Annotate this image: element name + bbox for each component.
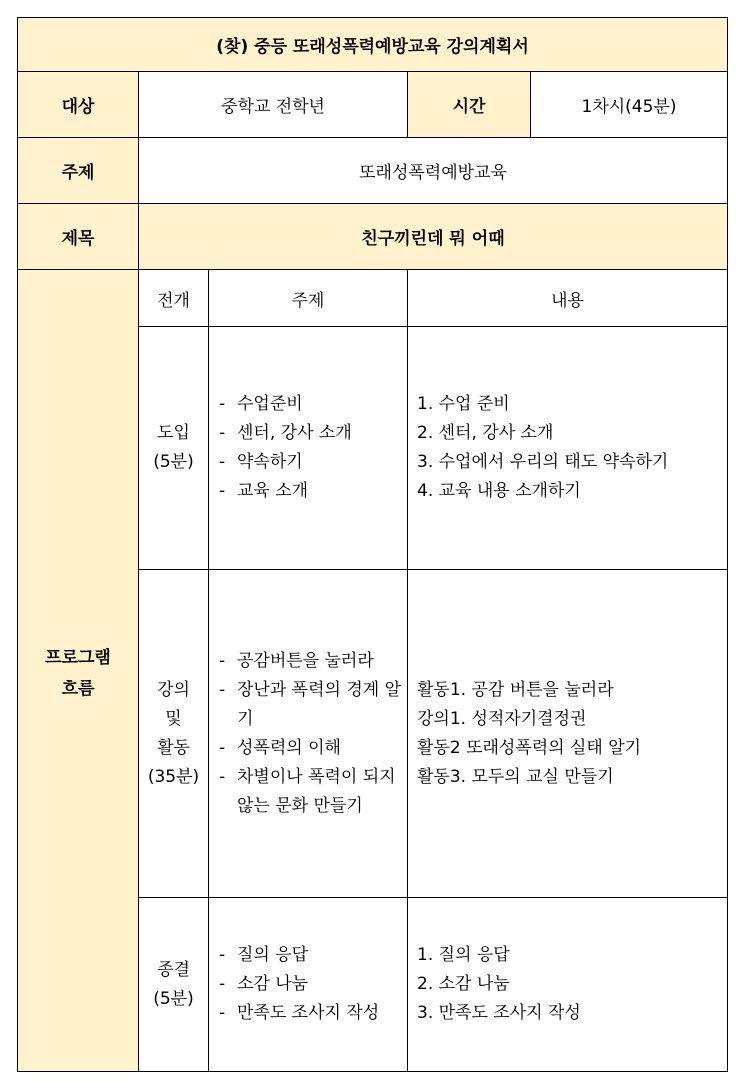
stage-name-line: (35분) xyxy=(147,766,200,787)
topic-item: - 교육 소개 xyxy=(219,477,407,506)
title-row xyxy=(18,18,728,72)
topic-header: 주제 xyxy=(209,270,408,327)
stage-name-line: 도입 xyxy=(157,423,190,443)
content-header: 내용 xyxy=(408,270,728,327)
topic-item: - 차별이나 폭력이 되지 않는 문화 만들기 xyxy=(219,763,407,821)
subject-value: 또래성폭력예방교육 xyxy=(139,138,728,204)
lecture-title-value: 친구끼린데 뭐 어때 xyxy=(139,204,728,270)
target-value: 중학교 전학년 xyxy=(139,72,408,138)
subject-label: 주제 xyxy=(18,138,139,204)
content-item: 3. 수업에서 우리의 태도 약속하기 xyxy=(417,452,669,472)
stage-name xyxy=(139,327,209,570)
stage-topics xyxy=(209,570,408,898)
stage-name-line: 종결 xyxy=(157,959,190,980)
stage-topics xyxy=(209,898,408,1072)
content-item: 강의1. 성적자기결정권 xyxy=(417,708,587,729)
lesson-plan-table xyxy=(17,17,728,1072)
time-label: 시간 xyxy=(408,72,531,138)
content-item: 2. 센터, 강사 소개 xyxy=(417,423,554,443)
stage-header: 전개 xyxy=(139,270,209,327)
lecture-title-row xyxy=(18,204,728,270)
topic-item: - 장난과 폭력의 경계 알기 xyxy=(219,676,407,734)
document-title: (찾) 중등 또래성폭력예방교육 강의계획서 xyxy=(18,18,728,72)
topic-item: - 약속하기 xyxy=(219,448,407,477)
content-item: 활동1. 공감 버튼을 눌러라 xyxy=(417,679,614,700)
content-item: 1. 수업 준비 xyxy=(417,394,510,414)
topic-item: - 센터, 강사 소개 xyxy=(219,419,407,448)
stage-name-line: (5분) xyxy=(153,452,194,472)
topic-item: - 질의 응답 xyxy=(219,941,407,970)
stage-contents xyxy=(408,898,728,1072)
topic-item: - 공감버튼을 눌러라 xyxy=(219,647,407,676)
topic-item: - 소감 나눔 xyxy=(219,970,407,999)
content-item: 2. 소감 나눔 xyxy=(417,974,510,994)
content-item: 활동3. 모두의 교실 만들기 xyxy=(417,766,614,787)
stage-contents xyxy=(408,327,728,570)
topic-item: - 만족도 조사지 작성 xyxy=(219,999,407,1028)
time-value: 1차시(45분) xyxy=(531,72,728,138)
target-row xyxy=(18,72,728,138)
program-flow-label xyxy=(18,270,139,1072)
stage-name-line: 및 xyxy=(165,708,182,729)
content-item: 3. 만족도 조사지 작성 xyxy=(417,1003,581,1023)
topic-item: - 수업준비 xyxy=(219,390,407,419)
program-flow-label-line1: 프로그램 xyxy=(45,647,111,668)
stage-name xyxy=(139,570,209,898)
stage-topics xyxy=(209,327,408,570)
content-item: 1. 질의 응답 xyxy=(417,945,510,965)
subject-row xyxy=(18,138,728,204)
program-header-row xyxy=(18,270,728,327)
topic-item: - 성폭력의 이해 xyxy=(219,734,407,763)
stage-name-line: 활동 xyxy=(157,737,190,758)
content-item: 4. 교육 내용 소개하기 xyxy=(417,481,581,501)
program-flow-label-line2: 흐름 xyxy=(61,678,95,699)
stage-name-line: (5분) xyxy=(153,988,194,1009)
stage-name xyxy=(139,898,209,1072)
content-item: 활동2 또래성폭력의 실태 알기 xyxy=(417,737,642,758)
stage-name-line: 강의 xyxy=(157,679,190,700)
lecture-title-label: 제목 xyxy=(18,204,139,270)
target-label: 대상 xyxy=(18,72,139,138)
stage-contents xyxy=(408,570,728,898)
